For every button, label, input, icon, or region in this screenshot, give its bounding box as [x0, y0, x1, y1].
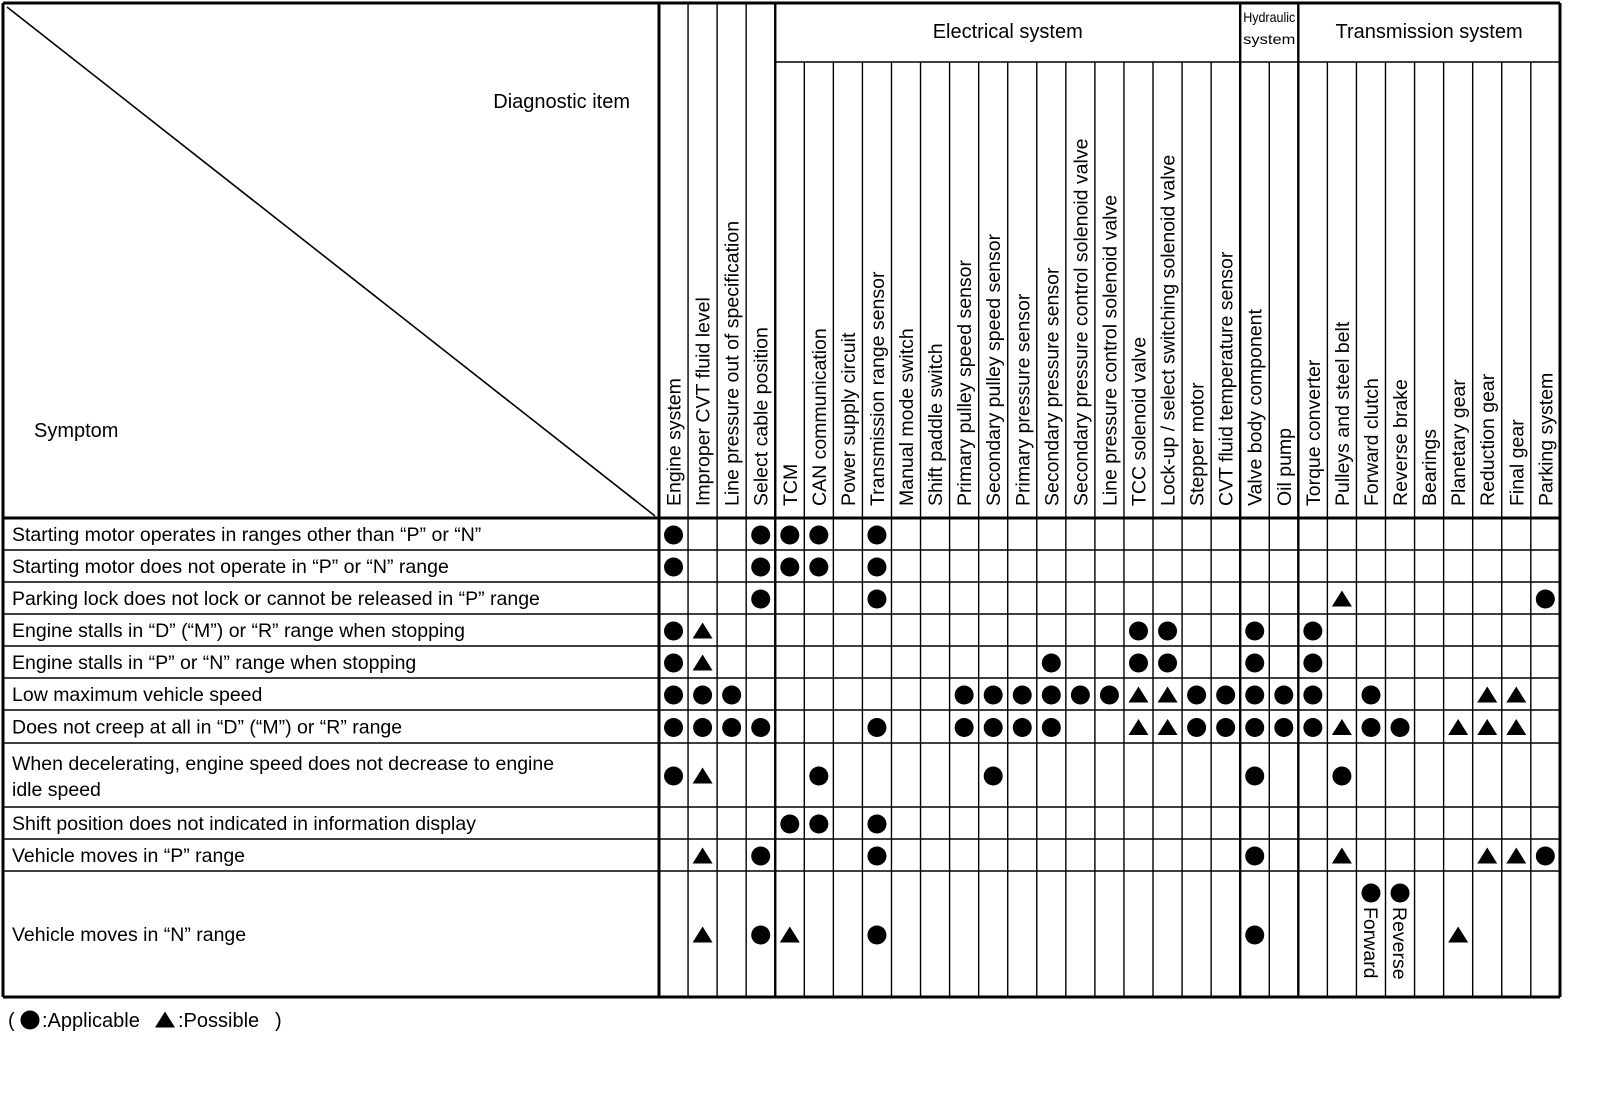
legend-possible-icon — [155, 1012, 175, 1028]
applicable-mark — [809, 526, 828, 545]
applicable-mark — [664, 526, 683, 545]
applicable-mark — [1158, 622, 1177, 641]
symptom-text: Engine stalls in “D” (“M”) or “R” range when stopping — [12, 620, 465, 642]
possible-mark — [1448, 719, 1468, 735]
applicable-mark — [1042, 654, 1061, 673]
applicable-mark — [1013, 686, 1032, 705]
column-label: Reverse brake — [1390, 379, 1413, 506]
symptom-text: Vehicle moves in “P” range — [12, 845, 246, 867]
applicable-mark — [1391, 884, 1410, 903]
possible-mark — [1332, 591, 1352, 607]
applicable-mark — [751, 926, 770, 945]
group-header: Transmission system — [1335, 21, 1523, 43]
column-label: TCC solenoid valve — [1128, 336, 1151, 506]
applicable-mark — [1158, 654, 1177, 673]
column-label: Secondary pulley speed sensor — [983, 233, 1006, 506]
applicable-mark — [664, 718, 683, 737]
applicable-mark — [1332, 767, 1351, 786]
column-label: Planetary gear — [1448, 379, 1471, 506]
column-label: Reduction gear — [1477, 373, 1500, 506]
column-label: Power supply circuit — [837, 332, 860, 506]
column-label: Oil pump — [1273, 427, 1296, 506]
applicable-mark — [1245, 654, 1264, 673]
column-label: Select cable position — [750, 327, 773, 506]
possible-mark — [1506, 687, 1526, 703]
symptom-heading: Symptom — [34, 420, 119, 442]
possible-mark — [1128, 719, 1148, 735]
applicable-mark — [1245, 622, 1264, 641]
applicable-mark — [1303, 622, 1322, 641]
column-label: Torque converter — [1302, 359, 1325, 506]
symptom-text: Starting motor operates in ranges other than “P” or “N” — [12, 524, 482, 546]
possible-mark — [693, 768, 713, 784]
possible-mark — [1477, 719, 1497, 735]
symptom-text: Parking lock does not lock or cannot be released in “P” range — [12, 588, 540, 610]
applicable-mark — [867, 590, 886, 609]
applicable-mark — [984, 686, 1003, 705]
applicable-mark — [664, 558, 683, 577]
applicable-mark — [1245, 767, 1264, 786]
possible-mark — [693, 655, 713, 671]
column-label: Parking system — [1535, 372, 1558, 506]
applicable-mark — [1303, 686, 1322, 705]
applicable-mark — [751, 590, 770, 609]
column-label: Primary pulley speed sensor — [954, 259, 977, 506]
applicable-mark — [955, 718, 974, 737]
column-label: Improper CVT fluid level — [692, 297, 715, 506]
applicable-mark — [984, 718, 1003, 737]
group-header: Hydraulic — [1243, 9, 1296, 25]
column-label: Bearings — [1419, 429, 1442, 506]
possible-mark — [1477, 687, 1497, 703]
symptom-text: Low maximum vehicle speed — [12, 684, 263, 706]
applicable-mark — [1013, 718, 1032, 737]
applicable-mark — [1216, 686, 1235, 705]
applicable-mark — [1071, 686, 1090, 705]
symptom-text: When decelerating, engine speed does not decrease to engine — [12, 753, 555, 775]
applicable-mark — [722, 718, 741, 737]
applicable-mark — [780, 558, 799, 577]
applicable-mark — [867, 718, 886, 737]
column-label: Pulleys and steel belt — [1331, 321, 1354, 506]
column-label: Line pressure out of specification — [721, 220, 744, 506]
possible-mark — [693, 927, 713, 943]
applicable-mark — [867, 526, 886, 545]
symptom-text: Shift position does not indicated in information display — [12, 813, 476, 835]
clutch-brake-label: Reverse — [1388, 907, 1411, 980]
applicable-mark — [751, 847, 770, 866]
applicable-mark — [1042, 718, 1061, 737]
column-label: TCM — [779, 463, 802, 506]
possible-mark — [1448, 927, 1468, 943]
applicable-mark — [1100, 686, 1119, 705]
column-label: Secondary pressure sensor — [1041, 267, 1064, 506]
column-label: Valve body component — [1244, 309, 1267, 506]
applicable-mark — [1129, 622, 1148, 641]
column-label: Secondary pressure control solenoid valve — [1070, 138, 1093, 506]
applicable-mark — [1245, 686, 1264, 705]
applicable-mark — [1216, 718, 1235, 737]
applicable-mark — [867, 847, 886, 866]
legend-paren: ( — [8, 1010, 15, 1032]
symptom-text: Vehicle moves in “N” range — [12, 924, 247, 946]
column-label: Primary pressure sensor — [1012, 293, 1035, 506]
applicable-mark — [867, 815, 886, 834]
applicable-mark — [809, 767, 828, 786]
applicable-mark — [867, 926, 886, 945]
group-header: Electrical system — [932, 21, 1083, 43]
possible-mark — [693, 848, 713, 864]
symptom-text: Does not creep at all in “D” (“M”) or “R” range — [12, 716, 403, 739]
applicable-mark — [664, 654, 683, 673]
symptom-text: Starting motor does not operate in “P” or “N” range — [12, 556, 449, 578]
applicable-mark — [809, 815, 828, 834]
column-label: Line pressure control solenoid valve — [1099, 194, 1122, 506]
column-label: Final gear — [1506, 419, 1529, 506]
applicable-mark — [1536, 590, 1555, 609]
column-label: Shift paddle switch — [925, 343, 948, 506]
column-label: Engine system — [663, 378, 686, 506]
legend-paren: ) — [275, 1010, 282, 1032]
applicable-mark — [1245, 926, 1264, 945]
applicable-mark — [1361, 884, 1380, 903]
possible-mark — [780, 927, 800, 943]
applicable-mark — [809, 558, 828, 577]
applicable-mark — [984, 767, 1003, 786]
symptom-text: idle speed — [12, 779, 101, 801]
legend-applicable-text: :Applicable — [42, 1010, 140, 1032]
applicable-mark — [955, 686, 974, 705]
applicable-mark — [664, 686, 683, 705]
possible-mark — [1332, 719, 1352, 735]
group-header: system — [1243, 31, 1296, 47]
column-label: Manual mode switch — [896, 328, 919, 506]
symptom-text: Engine stalls in “P” or “N” range when stopping — [12, 652, 417, 674]
possible-mark — [1332, 848, 1352, 864]
applicable-mark — [1187, 718, 1206, 737]
applicable-mark — [780, 815, 799, 834]
column-label: Stepper motor — [1186, 382, 1209, 506]
clutch-brake-label: Forward — [1358, 907, 1381, 979]
applicable-mark — [1245, 718, 1264, 737]
applicable-mark — [1274, 718, 1293, 737]
legend-possible-text: :Possible — [178, 1010, 260, 1032]
possible-mark — [693, 623, 713, 639]
applicable-mark — [1245, 847, 1264, 866]
applicable-mark — [1536, 847, 1555, 866]
applicable-mark — [751, 526, 770, 545]
possible-mark — [1477, 848, 1497, 864]
possible-mark — [1506, 848, 1526, 864]
applicable-mark — [751, 558, 770, 577]
legend-applicable-icon — [21, 1011, 40, 1030]
column-label: CVT fluid temperature sensor — [1215, 251, 1238, 506]
possible-mark — [1158, 687, 1178, 703]
applicable-mark — [1303, 718, 1322, 737]
diagnostic-item-heading: Diagnostic item — [493, 91, 630, 113]
applicable-mark — [664, 767, 683, 786]
possible-mark — [1506, 719, 1526, 735]
applicable-mark — [722, 686, 741, 705]
possible-mark — [1128, 687, 1148, 703]
applicable-mark — [867, 558, 886, 577]
applicable-mark — [1042, 686, 1061, 705]
applicable-mark — [1361, 686, 1380, 705]
column-label: Transmission range sensor — [866, 271, 889, 506]
column-label: Lock-up / select switching solenoid valve — [1157, 154, 1180, 506]
applicable-mark — [1187, 686, 1206, 705]
applicable-mark — [1274, 686, 1293, 705]
applicable-mark — [1129, 654, 1148, 673]
applicable-mark — [780, 526, 799, 545]
column-label: Forward clutch — [1360, 378, 1383, 506]
applicable-mark — [1303, 654, 1322, 673]
applicable-mark — [751, 718, 770, 737]
possible-mark — [1158, 719, 1178, 735]
applicable-mark — [693, 686, 712, 705]
applicable-mark — [693, 718, 712, 737]
applicable-mark — [664, 622, 683, 641]
applicable-mark — [1391, 718, 1410, 737]
column-label: CAN communication — [808, 328, 831, 506]
applicable-mark — [1361, 718, 1380, 737]
